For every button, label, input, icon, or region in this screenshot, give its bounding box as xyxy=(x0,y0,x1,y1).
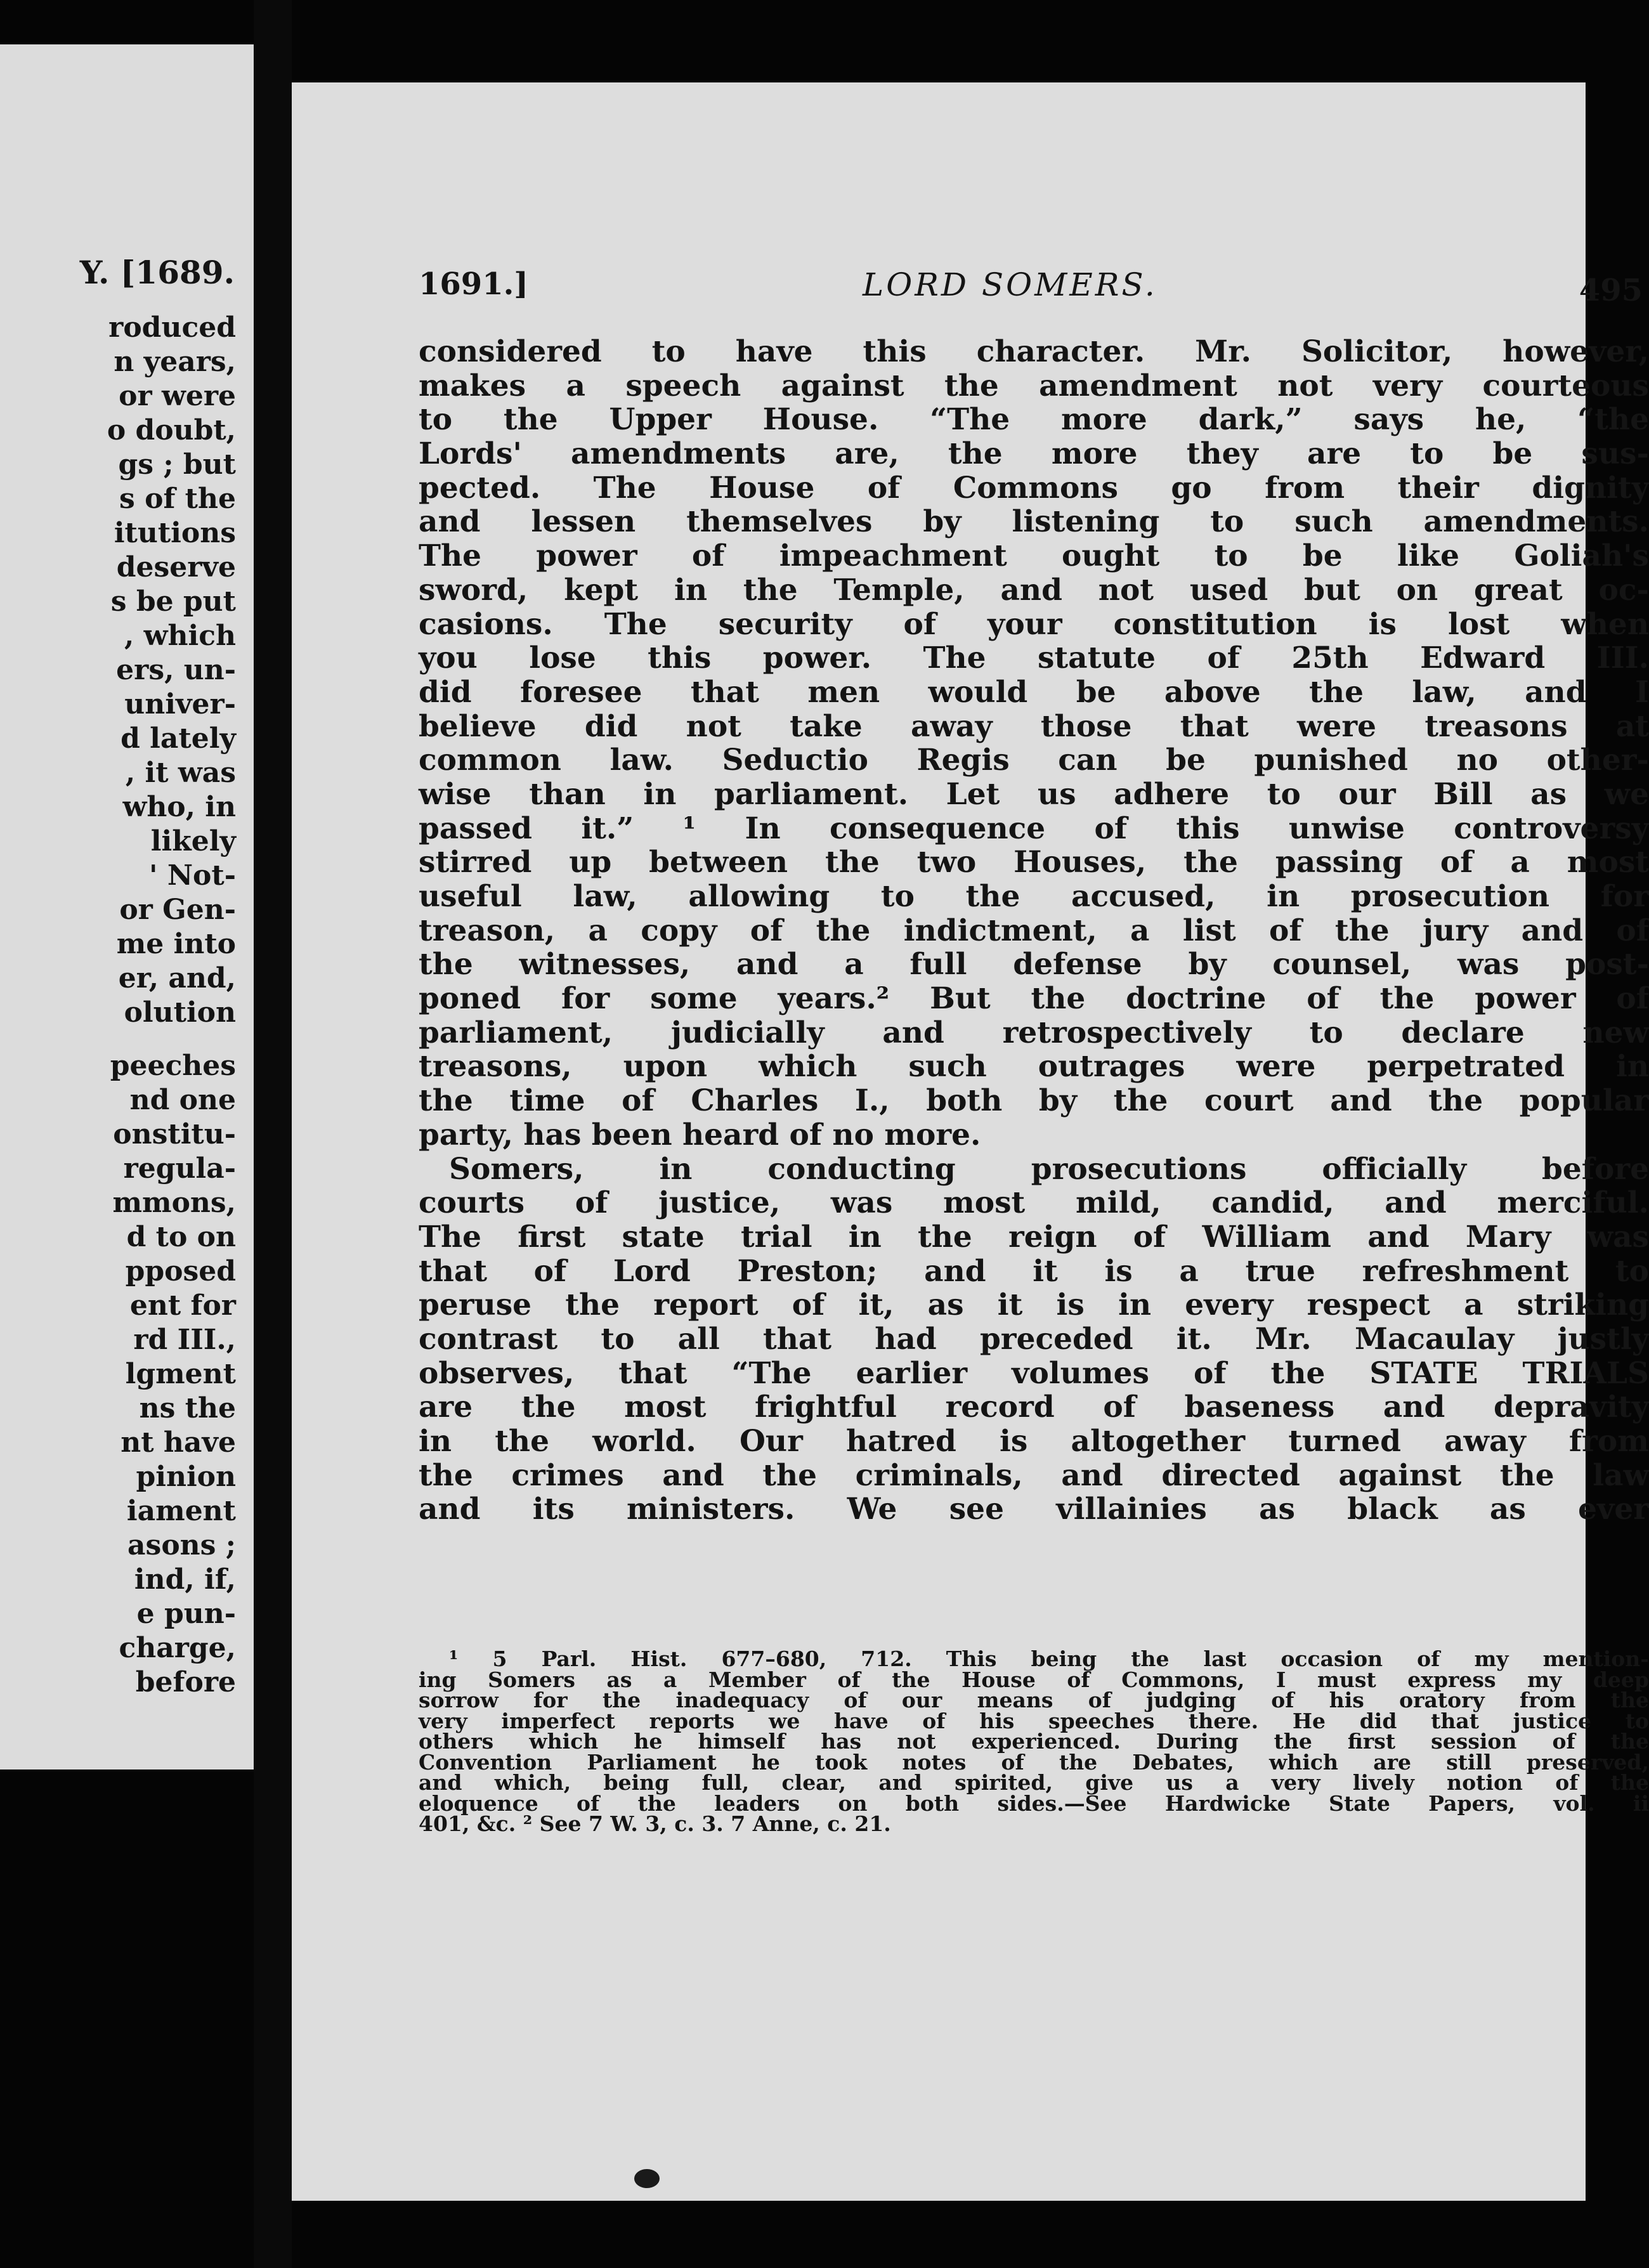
text-line: the witnesses, and a full defense by counsel, was post- xyxy=(419,947,1649,982)
facing-page-line: ind, if, xyxy=(134,1563,236,1596)
facing-page-line: gs ; but xyxy=(118,448,236,481)
footnote-line: ¹ 5 Parl. Hist. 677–680, 712. This being the last occasion of my mention- xyxy=(449,1646,1649,1671)
footnote-line: very imperfect reports we have of his speeches there. He did that justice to xyxy=(419,1708,1649,1733)
facing-page-line: likely xyxy=(150,825,236,857)
facing-page-line: univer- xyxy=(124,688,236,720)
facing-page-line: d lately xyxy=(121,722,236,755)
text-line: contrast to all that had preceded it. Mr. Macaulay justly xyxy=(419,1321,1649,1357)
facing-page-line: who, in xyxy=(122,791,236,823)
text-line: poned for some years.² But the doctrine of the power of xyxy=(419,981,1649,1017)
facing-page-line: nt have xyxy=(121,1426,236,1459)
body-text xyxy=(419,335,1649,1527)
facing-page-line: roduced xyxy=(108,311,236,344)
text-line: common law. Seductio Regis can be punished no other- xyxy=(419,743,1649,778)
text-line: and its ministers. We see villainies as black as ever xyxy=(419,1492,1649,1527)
text-line: treasons, upon which such outrages were perpetrated in xyxy=(419,1049,1649,1085)
page xyxy=(292,82,1649,2201)
text-line: party, has been heard of no more. xyxy=(419,1117,981,1152)
text-line: courts of justice, was most mild, candid, and merciful. xyxy=(419,1185,1649,1221)
text-line: pected. The House of Commons go from their dignity xyxy=(419,470,1649,505)
text-line: parliament, judicially and retrospectively to declare new xyxy=(419,1015,1649,1050)
text-line: treason, a copy of the indictment, a list of the jury and of xyxy=(419,913,1649,948)
text-line: stirred up between the two Houses, the passing of a most xyxy=(419,845,1649,880)
facing-page-line: rd III., xyxy=(133,1324,236,1356)
facing-page-line: charge, xyxy=(119,1632,236,1664)
footnote-line: 401, &c. ² See 7 W. 3, c. 3. 7 Anne, c. 21. xyxy=(419,1811,891,1836)
text-line: in the world. Our hatred is altogether turned away from xyxy=(419,1424,1649,1459)
facing-page-line: o doubt, xyxy=(107,414,236,446)
facing-page-line: or Gen- xyxy=(119,894,236,926)
facing-page-line: e pun- xyxy=(136,1598,236,1630)
text-line: passed it.” ¹ In consequence of this unwise controversy xyxy=(419,811,1649,846)
text-line: Somers, in conducting prosecutions officially before xyxy=(449,1151,1649,1187)
facing-page-line: , which xyxy=(124,620,236,652)
facing-page-line: n years, xyxy=(114,346,236,378)
facing-page xyxy=(0,44,254,1769)
text-line: peruse the report of it, as it is in every respect a striking xyxy=(419,1287,1649,1323)
facing-page-line: ent for xyxy=(129,1289,236,1322)
facing-page-line: peeches xyxy=(110,1050,236,1082)
text-line: the crimes and the criminals, and directed against the law xyxy=(419,1457,1649,1493)
text-line: The first state trial in the reign of William and Mary was xyxy=(419,1219,1649,1255)
text-line: are the most frightful record of baseness and depravity xyxy=(419,1390,1649,1425)
footnote-line: eloquence of the leaders on both sides.—See Hardwicke State Papers, vol. ii xyxy=(419,1790,1649,1816)
page-number: 495 xyxy=(1579,273,1643,308)
facing-page-line: lgment xyxy=(125,1358,236,1390)
footnote-line: sorrow for the inadequacy of our means of judging of his oratory from the xyxy=(419,1688,1649,1712)
facing-page-line: ns the xyxy=(139,1392,236,1424)
text-line: useful law, allowing to the accused, in prosecution for xyxy=(419,879,1649,914)
facing-page-line: er, and, xyxy=(118,962,236,994)
text-line: that of Lord Preston; and it is a true refreshment to xyxy=(419,1253,1649,1289)
facing-page-line: onstitu- xyxy=(113,1118,236,1150)
text-line: believe did not take away those that were treasons at xyxy=(419,708,1649,744)
text-line: considered to have this character. Mr. Solicitor, however, xyxy=(419,334,1649,369)
facing-page-line: me into xyxy=(116,928,236,960)
facing-page-line: asons ; xyxy=(127,1529,236,1561)
facing-page-line: s be put xyxy=(110,585,236,618)
text-line: you lose this power. The statute of 25th Edward III. xyxy=(419,641,1649,676)
facing-page-line: before xyxy=(135,1666,236,1698)
scan-speck xyxy=(634,2169,660,2188)
running-head-title: LORD SOMERS. xyxy=(863,266,1157,303)
footnote-line: ing Somers as a Member of the House of Commons, I must express my deep xyxy=(419,1667,1649,1692)
facing-page-line: regula- xyxy=(123,1152,236,1185)
facing-page-line: olution xyxy=(124,996,236,1029)
book-gutter xyxy=(254,0,292,2268)
running-head xyxy=(419,266,1643,317)
facing-page-line: ers, un- xyxy=(116,654,236,686)
footnote-line: and which, being full, clear, and spirited, give us a very lively notion of the xyxy=(419,1770,1649,1795)
footnotes xyxy=(419,1646,1649,1836)
facing-page-header: Y. [1689. xyxy=(79,254,235,291)
text-line: The power of impeachment ought to be like Goliah's xyxy=(419,538,1649,574)
text-line: makes a speech against the amendment not very courteous xyxy=(419,368,1649,403)
facing-page-line: itutions xyxy=(114,517,236,549)
facing-page-line: mmons, xyxy=(112,1187,236,1219)
facing-page-line: iament xyxy=(126,1495,236,1527)
text-line: Lords' amendments are, the more they are to be sus- xyxy=(419,436,1649,472)
text-line: wise than in parliament. Let us adhere to our Bill as we xyxy=(419,776,1649,812)
text-line: observes, that “The earlier volumes of the STATE TRIALS xyxy=(419,1355,1649,1391)
facing-page-line: , it was xyxy=(125,757,236,789)
facing-page-line: ' Not- xyxy=(149,859,236,892)
footnote-line: Convention Parliament he took notes of the Debates, which are still preserved, xyxy=(419,1749,1649,1775)
text-line: did foresee that men would be above the law, and I xyxy=(419,674,1649,710)
facing-page-line: or were xyxy=(119,380,236,412)
text-line: the time of Charles I., both by the court and the popular xyxy=(419,1083,1649,1119)
footnote-line: others which he himself has not experienced. During the first session of the xyxy=(419,1729,1649,1754)
facing-page-line: s of the xyxy=(119,483,236,515)
facing-page-line: nd one xyxy=(129,1084,236,1116)
text-line: to the Upper House. “The more dark,” says he, “the xyxy=(419,402,1649,438)
facing-page-line: pinion xyxy=(136,1461,236,1493)
facing-page-line: deserve xyxy=(116,551,236,583)
facing-page-text xyxy=(0,311,236,1700)
facing-page-line: d to on xyxy=(126,1221,236,1253)
text-line: sword, kept in the Temple, and not used but on great oc- xyxy=(419,572,1649,608)
facing-page-line: pposed xyxy=(125,1255,236,1287)
text-line: casions. The security of your constitution is lost when xyxy=(419,606,1649,642)
running-head-year: 1691.] xyxy=(419,266,529,302)
text-line: and lessen themselves by listening to such amendments. xyxy=(419,504,1649,540)
